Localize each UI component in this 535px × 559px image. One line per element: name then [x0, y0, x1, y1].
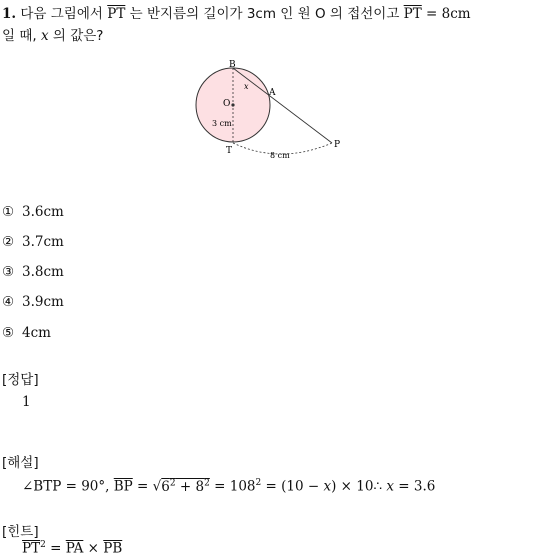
solution-text: ∠BTP = 90°, $\overline{BP} = √6^2 + 8^2 = 108^2 = (10 - x)$ × 10∴ x = 3.6 — [22, 478, 436, 495]
label-8cm: 8 cm — [270, 151, 290, 160]
question-text: = 8cm — [426, 6, 471, 22]
option-text: 3.7cm — [22, 234, 64, 250]
center-point — [231, 103, 234, 106]
option-1[interactable] — [2, 204, 64, 220]
label-x: x — [244, 82, 249, 91]
option-number: ④ — [2, 294, 15, 310]
question-text: 의 값은? — [52, 28, 104, 44]
sqrt-expression: $√6^2 + 8^2$ — [152, 478, 210, 495]
label-b: B — [229, 60, 236, 70]
option-text: 3.9cm — [22, 294, 64, 310]
segment-bp: $\overline{BP}$ — [113, 478, 133, 495]
solution-part: 8 — [246, 478, 256, 495]
segment-pt: $\overline{PT}$ — [403, 6, 422, 22]
option-number: ③ — [2, 264, 15, 280]
solution-part: = — [137, 478, 149, 495]
question-number: 1. — [2, 6, 17, 22]
option-number: ⑤ — [2, 325, 15, 341]
option-2[interactable] — [2, 234, 64, 250]
label-p: P — [334, 140, 341, 150]
question-text: 다음 그림에서 — [20, 6, 103, 22]
equals-sign: = — [50, 540, 62, 557]
option-text: 3.8cm — [22, 264, 64, 280]
option-text: 4cm — [22, 325, 51, 341]
option-number: ① — [2, 204, 15, 220]
segment-pt: $\overline{PT}$ — [107, 6, 126, 22]
solution-label: [해설] — [2, 455, 39, 471]
solution-part: = 3.6 — [398, 478, 436, 495]
option-4[interactable] — [2, 294, 64, 310]
variable-x: x — [323, 478, 332, 495]
variable-x: x — [386, 478, 394, 495]
question-line-2 — [2, 24, 103, 44]
hint-text — [22, 540, 122, 557]
label-a: A — [269, 88, 276, 98]
exponent: 2 — [40, 540, 46, 550]
geometry-figure — [185, 55, 355, 160]
question-text: 는 반지름의 길이가 3cm 인 원 O 의 접선이고 — [129, 6, 400, 22]
option-3[interactable] — [2, 264, 64, 280]
sqrt-term: 6 — [161, 478, 170, 495]
solution-part: ∠BTP = 90°, — [22, 478, 110, 495]
sqrt-term: 8 — [195, 478, 205, 495]
label-t: T — [226, 146, 233, 156]
solution-part: = (10 − — [265, 478, 320, 495]
hint-label: [힌트] — [2, 524, 39, 540]
segment-pb: $\overline{PB}$ — [103, 540, 123, 557]
answer-label: [정답] — [2, 372, 39, 388]
solution-part: = 10 — [214, 478, 247, 495]
segment-pa: $\overline{PA}$ — [65, 540, 84, 557]
question-text: 일 때, — [2, 28, 37, 44]
label-o: O — [223, 99, 231, 109]
option-text: 3.6cm — [22, 204, 64, 220]
question-line-1 — [2, 2, 471, 22]
option-5[interactable] — [2, 325, 51, 341]
label-3cm: 3 cm — [212, 119, 232, 128]
option-number: ② — [2, 234, 15, 250]
times-sign: × — [87, 540, 99, 557]
solution-part: ) × 10∴ — [331, 478, 383, 495]
variable-x: x — [40, 28, 49, 44]
answer-value: 1 — [22, 394, 31, 410]
segment-pt: $\overline{PT}$ — [22, 540, 41, 557]
